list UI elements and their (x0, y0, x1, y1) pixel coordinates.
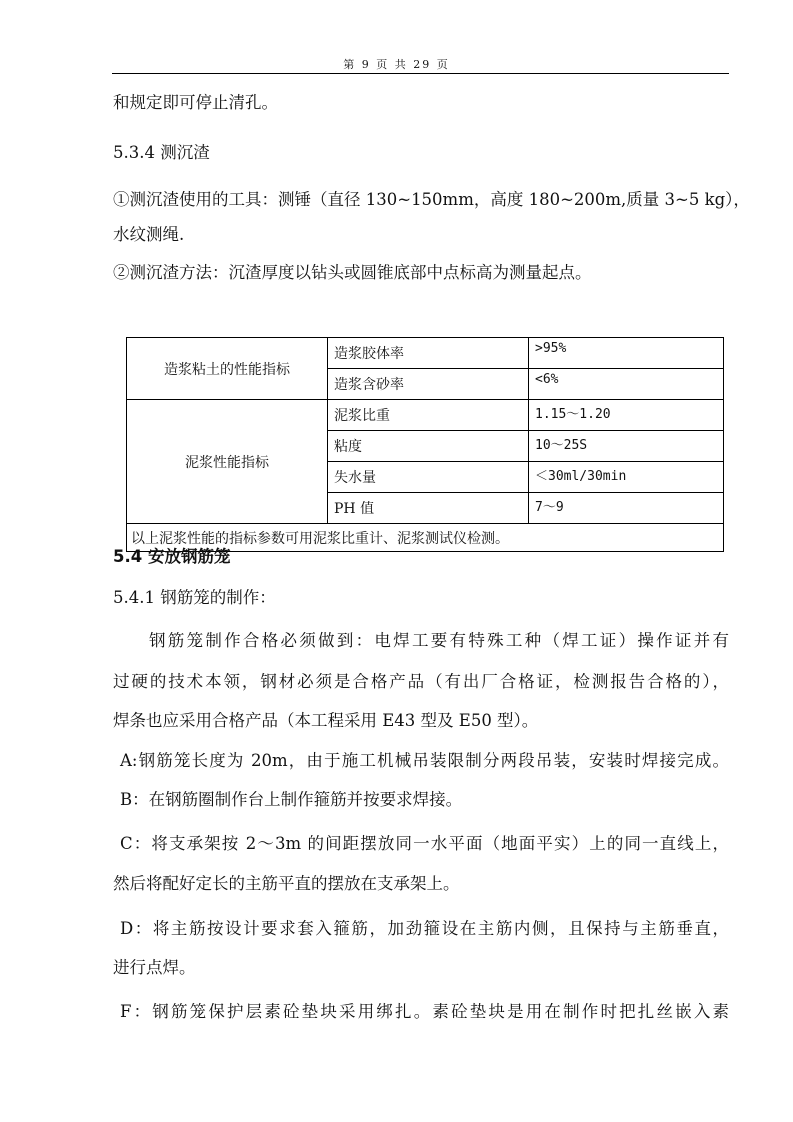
subheading: 5.4.1 钢筋笼的制作： (113, 588, 276, 607)
list-item: C：将支承架按 2～3m 的间距摆放同一水平面（地面平实）上的同一直线上， (120, 834, 729, 853)
page-header: 第 9 页 共 29 页 (343, 58, 450, 71)
param-name: 泥浆比重 (328, 400, 529, 431)
group-label: 泥浆性能指标 (127, 400, 328, 524)
table-note: 以上泥浆性能的指标参数可用泥浆比重计、泥浆测试仪检测。 (127, 524, 724, 552)
param-name: 失水量 (328, 462, 529, 493)
param-value: 1.15～1.20 (529, 400, 724, 431)
list-item: F：钢筋笼保护层素砼垫块采用绑扎。素砼垫块是用在制作时把扎丝嵌入素 (120, 1002, 729, 1021)
param-value: 10～25S (529, 431, 724, 462)
subheading: 5.3.4 测沉渣 (113, 143, 210, 162)
list-item: 进行点焊。 (113, 958, 196, 977)
paragraph: ②测沉渣方法：沉渣厚度以钻头或圆锥底部中点标高为测量起点。 (113, 263, 592, 282)
param-value: <6% (529, 369, 724, 400)
param-name: 造浆含砂率 (328, 369, 529, 400)
paragraph: 焊条也应采用合格产品（本工程采用 E43 型及 E50 型）。 (113, 711, 539, 730)
param-value: >95% (529, 338, 724, 369)
list-item: 然后将配好定长的主筋平直的摆放在支承架上。 (113, 874, 460, 893)
list-item: B：在钢筋圈制作台上制作箍筋并按要求焊接。 (120, 790, 463, 809)
paragraph: 水纹测绳. (113, 225, 185, 244)
header-rule (112, 73, 729, 74)
mud-performance-table (126, 337, 724, 552)
param-name: 造浆胶体率 (328, 338, 529, 369)
list-item: D：将主筋按设计要求套入箍筋，加劲箍设在主筋内侧，且保持与主筋垂直， (120, 919, 729, 938)
paragraph: 过硬的技术本领，钢材必须是合格产品（有出厂合格证，检测报告合格的）， (113, 672, 729, 691)
param-value: 7～9 (529, 493, 724, 524)
list-item: A:钢筋笼长度为 20m，由于施工机械吊装限制分两段吊装，安装时焊接完成。 (120, 751, 729, 770)
group-label: 造浆粘土的性能指标 (127, 338, 328, 400)
param-name: PH 值 (328, 493, 529, 524)
param-name: 粘度 (328, 431, 529, 462)
section-heading: 5.4 安放钢筋笼 (113, 547, 231, 566)
param-value: ＜30ml/30min (529, 462, 724, 493)
paragraph: 钢筋笼制作合格必须做到：电焊工要有特殊工种（焊工证）操作证并有 (149, 631, 729, 650)
paragraph: 和规定即可停止清孔。 (113, 93, 278, 112)
paragraph: ①测沉渣使用的工具：测锤（直径 130~150mm，高度 180~200m,质量 3~5 kg）， (113, 190, 750, 209)
